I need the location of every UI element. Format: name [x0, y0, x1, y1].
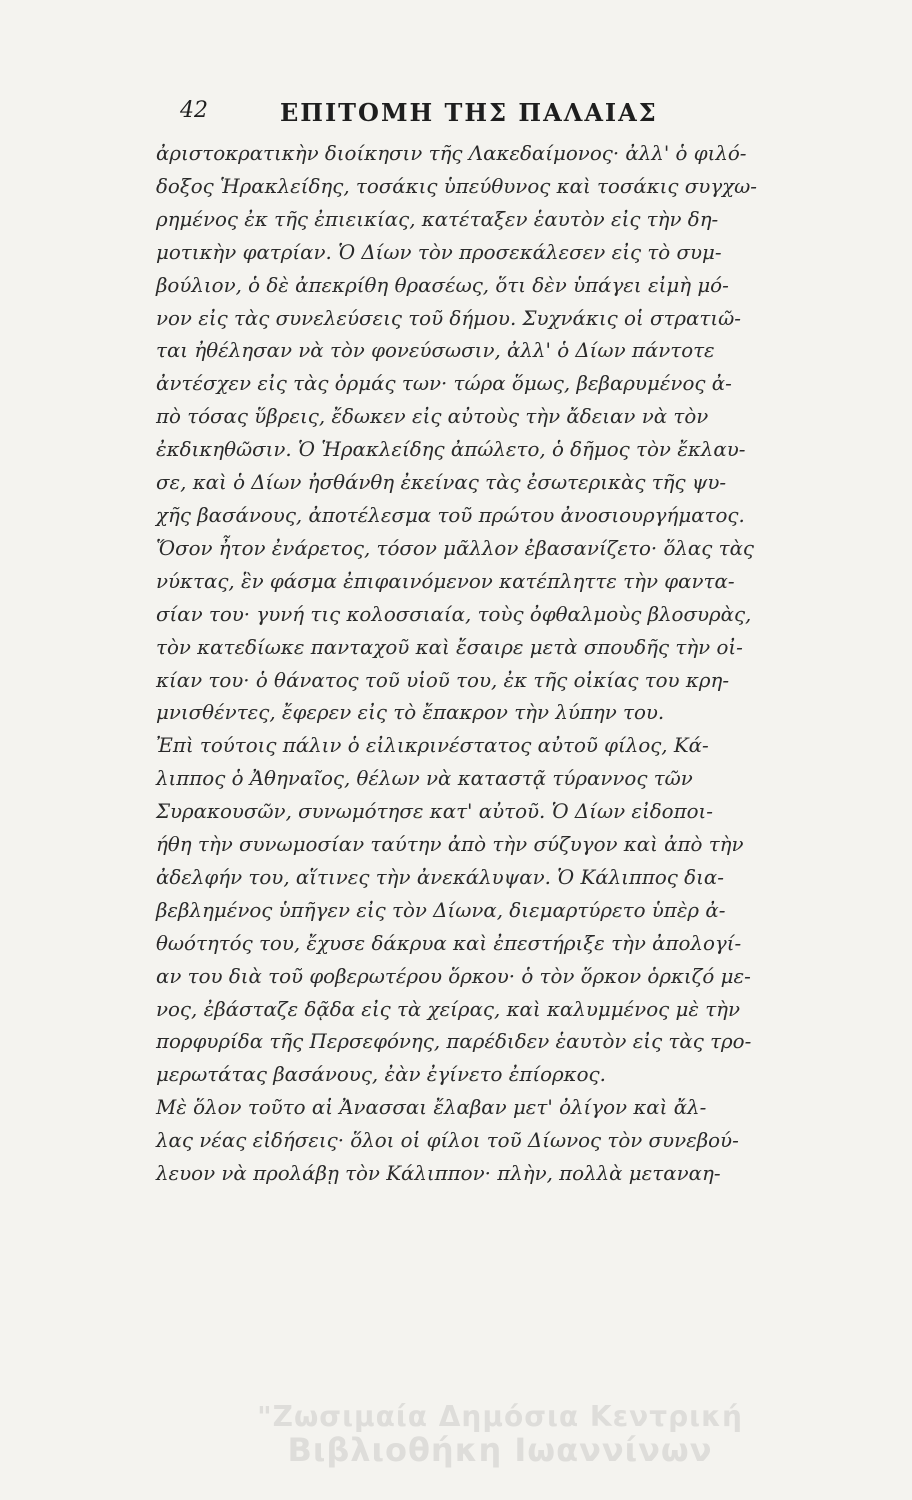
text-line: Μὲ ὅλον τοῦτο αἱ Ἀνασσαι ἔλαβαν μετ' ὀλίγον καὶ ἄλ-	[156, 1096, 707, 1120]
text-line: τὸν κατεδίωκε πανταχοῦ καὶ ἔσαιρε μετὰ σπουδῆς τὴν οἰ-	[156, 635, 743, 659]
text-line: λευον νὰ προλάβῃ τὸν Κάλιππον· πλὴν, πολλὰ μεταναη-	[156, 1162, 721, 1186]
text-line: μερωτάτας βασάνους, ἐὰν ἐγίνετο ἐπίορκος.	[156, 1063, 606, 1087]
text-line: Συρακουσῶν, συνωμότησε κατ' αὐτοῦ. Ὁ Δίων εἰδοποι-	[156, 800, 713, 824]
text-line: νον εἰς τὰς συνελεύσεις τοῦ δήμου. Συχνάκις οἱ στρατιῶ-	[156, 306, 741, 330]
text-line: λας νέας εἰδήσεις· ὅλοι οἱ φίλοι τοῦ Δίωνος τὸν συνεβού-	[156, 1129, 739, 1153]
text-line: νύκτας, ἓν φάσμα ἐπιφαινόμενον κατέπληττε τὴν φαντα-	[156, 569, 735, 593]
text-line: νος, ἐβάσταζε δᾷδα εἰς τὰ χείρας, καὶ καλυμμένος μὲ τὴν	[156, 997, 741, 1021]
text-line: βούλιον, ὁ δὲ ἀπεκρίθη θρασέως, ὅτι δὲν ὑπάγει εἰμὴ μό-	[156, 273, 729, 297]
body-text	[156, 138, 828, 1191]
library-watermark	[170, 1400, 830, 1469]
text-line: ρημένος ἐκ τῆς ἐπιεικίας, κατέταξεν ἑαυτὸν εἰς τὴν δη-	[156, 207, 719, 231]
text-line: σε, καὶ ὁ Δίων ἠσθάνθη ἐκείνας τὰς ἐσωτερικὰς τῆς ψυ-	[156, 471, 727, 495]
text-line: βεβλημένος ὑπῆγεν εἰς τὸν Δίωνα, διεμαρτύρετο ὑπὲρ ἀ-	[156, 898, 726, 922]
text-line: ἀριστοκρατικὴν διοίκησιν τῆς Λακεδαίμονος· ἀλλ' ὁ φιλό-	[156, 142, 747, 165]
text-line: μοτικὴν φατρίαν. Ὁ Δίων τὸν προσεκάλεσεν εἰς τὸ συμ-	[156, 240, 722, 264]
text-line: λιππος ὁ Ἀθηναῖος, θέλων νὰ καταστᾷ τύραννος τῶν	[156, 767, 693, 791]
text-line: πορφυρίδα τῆς Περσεφόνης, παρέδιδεν ἑαυτὸν εἰς τὰς τρο-	[156, 1030, 752, 1054]
text-line: χῆς βασάνους, ἀποτέλεσμα τοῦ πρώτου ἀνοσιουργήματος.	[156, 503, 745, 527]
text-line: πὸ τόσας ὕβρεις, ἔδωκεν εἰς αὐτοὺς τὴν ἄδειαν νὰ τὸν	[156, 405, 709, 429]
watermark-line-1: "Ζωσιμαία Δημόσια Κεντρική	[257, 1400, 743, 1433]
text-line: μνισθέντες, ἔφερεν εἰς τὸ ἔπακρον τὴν λύπην του.	[156, 701, 665, 725]
page-number: 42	[180, 98, 208, 123]
text-line: σίαν του· γυνή τις κολοσσιαία, τοὺς ὀφθαλμοὺς βλοσυρὰς,	[156, 602, 752, 626]
text-line: ἀντέσχεν εἰς τὰς ὁρμάς των· τώρα ὅμως, βεβαρυμένος ἀ-	[156, 372, 732, 396]
text-line: δοξος Ἡρακλείδης, τοσάκις ὑπεύθυνος καὶ τοσάκις συγχω-	[156, 174, 757, 198]
text-line: κίαν του· ὁ θάνατος τοῦ υἱοῦ του, ἐκ τῆς οἰκίας του κρη-	[156, 668, 729, 692]
running-title: ΕΠΙΤΟΜΗ ΤΗΣ ΠΑΛΑΙΑΣ	[280, 98, 658, 127]
text-line: Ὅσον ἦτον ἐνάρετος, τόσον μᾶλλον ἐβασανίζετο· ὅλας τὰς	[156, 536, 755, 560]
text-line: θωότητός του, ἔχυσε δάκρυα καὶ ἐπεστήριξε τὴν ἀπολογί-	[156, 931, 742, 955]
text-line: αν του διὰ τοῦ φοβερωτέρου ὅρκου· ὁ τὸν ὅρκον ὁρκιζό με-	[156, 964, 751, 988]
text-line: ήθη τὴν συνωμοσίαν ταύτην ἀπὸ τὴν σύζυγον καὶ ἀπὸ τὴν	[156, 833, 744, 857]
text-line: ἀδελφήν του, αἵτινες τὴν ἀνεκάλυψαν. Ὁ Κάλιππος δια-	[156, 865, 724, 889]
text-line: ται ἠθέλησαν νὰ τὸν φονεύσωσιν, ἀλλ' ὁ Δίων πάντοτε	[156, 339, 715, 363]
watermark-line-2: Βιβλιοθήκη Ιωαννίνων	[287, 1431, 713, 1469]
text-line: Ἐπὶ τούτοις πάλιν ὁ εἰλικρινέστατος αὐτοῦ φίλος, Κά-	[156, 734, 709, 758]
text-line: ἐκδικηθῶσιν. Ὁ Ἡρακλείδης ἀπώλετο, ὁ δῆμος τὸν ἔκλαυ-	[156, 438, 746, 462]
